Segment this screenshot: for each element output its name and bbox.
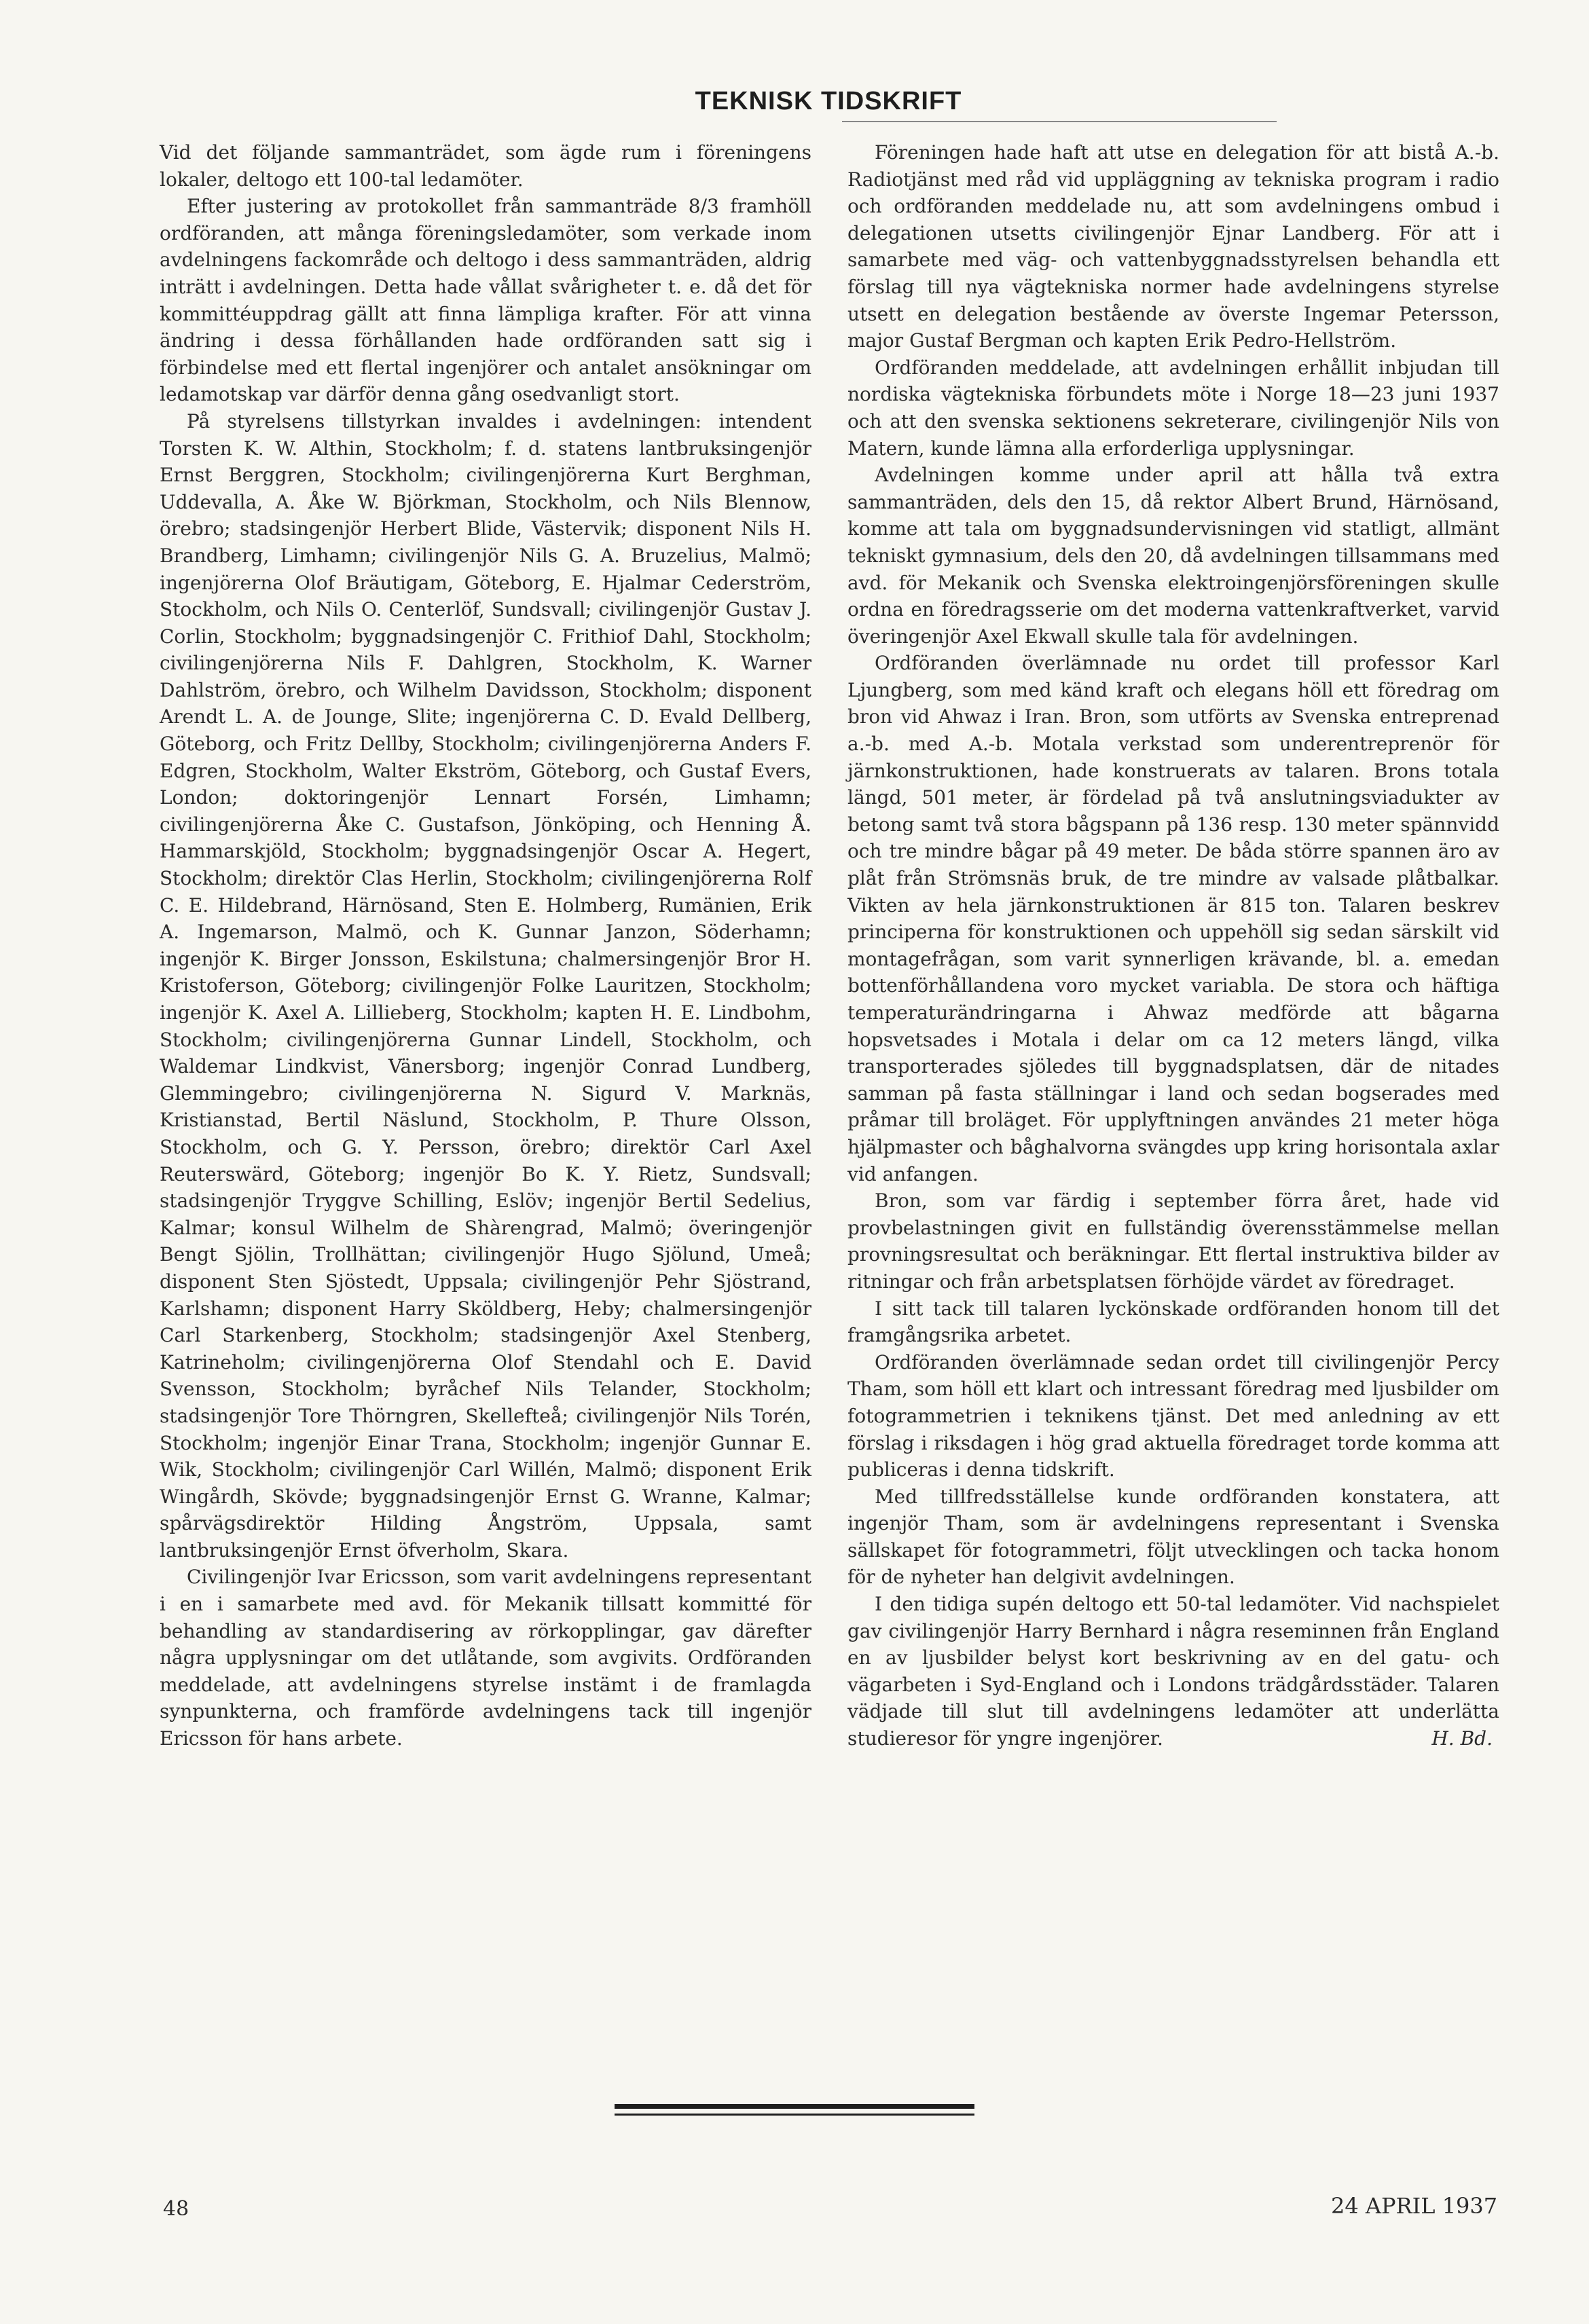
- masthead-title: TEKNISK TIDSKRIFT: [695, 87, 962, 115]
- paragraph: I sitt tack till talaren lyckönskade ordföranden honom till det framgångsrika arbetet.: [847, 1297, 1499, 1347]
- right-column: [847, 139, 1499, 1752]
- final-paragraph: [847, 1591, 1499, 1752]
- page-number: 48: [163, 2197, 189, 2221]
- paragraph: Avdelningen komme under april att hålla två extra sammanträden, dels den 15, då rektor Albert Brund, Härnösand, komme att tala om byggnadsundervisningen vid statligt, allmänt tekniskt gymnasium, dels den 20, då avdelningen tillsammans med avd. för Mekanik och Svenska elektroingenjörsföreningen skulle ordna en föredragsserie om det moderna vattenkraftverket, varvid överingenjör Axel Ekwall skulle tala för avdelningen.: [847, 464, 1499, 648]
- masthead-rule: [842, 121, 1277, 122]
- author-signature: H. Bd.: [1431, 1727, 1493, 1750]
- issue-date: 24 APRIL 1937: [1331, 2193, 1498, 2219]
- paragraph: Efter justering av protokollet från sammanträde 8/3 framhöll ordföranden, att många föreningsledamöter, som verkade inom avdelningens fackområde och deltogo i dess sammanträden, aldrig inträtt i avdelningen. Detta hade vållat svårigheter t. e. då det för kommittéuppdrag gällt att finna lämpliga krafter. För att vinna ändring i dessa förhållanden hade ordföranden satt sig i förbindelse med ett flertal ingenjörer och antalet ansökningar om ledamotskap var därför denna gång osedvanligt stort.: [160, 195, 811, 406]
- paragraph: Civilingenjör Ivar Ericsson, som varit avdelningens representant i en i samarbete med avd. för Mekanik tillsatt kommitté för behandling av standardisering av rörkopplingar, gav därefter några upplysningar om det utlåtande, som avgivits. Ordföranden meddelade, att avdelningens styrelse instämt i de framlagda synpunkterna, och framförde avdelningens tack till ingenjör Ericsson för hans arbete.: [160, 1566, 811, 1750]
- end-rule-thick: [615, 2104, 974, 2109]
- paragraph: På styrelsens tillstyrkan invaldes i avdelningen: intendent Torsten K. W. Althin, Stockholm; f. d. statens lantbruksingenjör Ernst Berggren, Stockholm; civilingenjörerna Kurt Berghman, Uddevalla, A. Åke W. Björkman, Stockholm, och Nils Blennow, örebro; stadsingenjör Herbert Blide, Västervik; disponent Nils H. Brandberg, Limhamn; civilingenjör Nils G. A. Bruzelius, Malmö; ingenjörerna Olof Bräutigam, Göteborg, E. Hjalmar Cederström, Stockholm, och Nils O. Centerlöf, Sundsvall; civilingenjör Gustav J. Corlin, Stockholm; byggnadsingenjör C. Frithiof Dahl, Stockholm; civilingenjörerna Nils F. Dahlgren, Stockholm, K. Warner Dahlström, örebro, och Wilhelm Davidsson, Stockholm; disponent Arendt L. A. de Jounge, Slite; ingenjörerna C. D. Evald Dellberg, Göteborg, och Fritz Dellby, Stockholm; civilingenjörerna Anders F. Edgren, Stockholm, Walter Ekström, Göteborg, och Gustaf Evers, London; doktoringenjör Lennart Forsén, Limhamn; civilingenjörerna Åke C. Gustafson, Jönköping, och Henning Å. Hammarskjöld, Stockholm; byggnadsingenjör Oscar A. Hegert, Stockholm; direktör Clas Herlin, Stockholm; civilingenjörerna Rolf C. E. Hildebrand, Härnösand, Sten E. Holmberg, Rumänien, Erik A. Ingemarson, Malmö, och K. Gunnar Janzon, Söderhamn; ingenjör K. Birger Jonsson, Eskilstuna; chalmersingenjör Bror H. Kristoferson, Göteborg; civilingenjör Folke Lauritzen, Stockholm; ingenjör K. Axel A. Lillieberg, Stockholm; kapten H. E. Lindbohm, Stockholm; civilingenjörerna Gunnar Lindell, Stockholm, och Waldemar Lindkvist, Vänersborg; ingenjör Conrad Lundberg, Glemmingebro; civilingenjörerna N. Sigurd V. Marknäs, Kristianstad, Bertil Näslund, Stockholm, P. Thure Olsson, Stockholm, och G. Y. Persson, örebro; direktör Carl Axel Reuterswärd, Göteborg; ingenjör Bo K. Y. Rietz, Sundsvall; stadsingenjör Tryggve Schilling, Eslöv; ingenjör Bertil Sedelius, Kalmar; konsul Wilhelm de Shàrengrad, Malmö; överingenjör Bengt Sjölin, Trollhättan; civilingenjör Hugo Sjölund, Umeå; disponent Sten Sjöstedt, Uppsala; civilingenjör Pehr Sjöstrand, Karlshamn; disponent Harry Sköldberg, Heby; chalmersingenjör Carl Starkenberg, Stockholm; stadsingenjör Axel Stenberg, Katrineholm; civilingenjörerna Olof Stendahl och E. David Svensson, Stockholm; byråchef Nils Telander, Stockholm; stadsingenjör Tore Thörngren, Skellefteå; civilingenjör Nils Torén, Stockholm; ingenjör Einar Trana, Stockholm; ingenjör Gunnar E. Wik, Stockholm; civilingenjör Carl Willén, Malmö; disponent Erik Wingårdh, Skövde; byggnadsingenjör Ernst G. Wranne, Kalmar; spårvägsdirektör Hilding Ångström, Uppsala, samt lantbruksingenjör Ernst öfverholm, Skara.: [160, 409, 811, 1562]
- paragraph: Vid det följande sammanträdet, som ägde rum i föreningens lokaler, deltogo ett 100-tal ledamöter.: [160, 141, 811, 191]
- paragraph-text: I den tidiga supén deltogo ett 50-tal ledamöter. Vid nachspielet gav civilingenjör Harry Bernhard i några reseminnen från England en av ljusbilder belyst kort beskrivning av en del gatu- och vägarbeten i Syd-England och i Londons trädgårdsstäder. Talaren vädjade till slut till avdelningens ledamöter att underlätta studieresor för yngre ingenjörer.: [847, 1593, 1499, 1750]
- paragraph: Föreningen hade haft att utse en delegation för att bistå A.-b. Radiotjänst med råd vid uppläggning av tekniska program i radio och ordföranden meddelade nu, att som avdelningens ombud i delegationen utsetts civilingenjör Ejnar Landberg. För att i samarbete med väg- och vattenbyggnadsstyrelsen behandla ett förslag till nya vägtekniska normer hade avdelningens styrelse utsett en delegation bestående av överste Ingemar Petersson, major Gustaf Bergman och kapten Erik Pedro-Hellström.: [847, 141, 1499, 352]
- end-rule-thin: [615, 2114, 974, 2116]
- left-column: [160, 139, 811, 1752]
- paragraph: Bron, som var färdig i september förra året, hade vid provbelastningen givit en fullständig överensstämmelse mellan provningsresultat och beräkningar. Ett flertal instruktiva bilder av ritningar och från arbetsplatsen förhöjde värdet av föredraget.: [847, 1189, 1499, 1293]
- paragraph: Med tillfredsställelse kunde ordföranden konstatera, att ingenjör Tham, som är avdelningens representant i Svenska sällskapet för fotogrammetri, följt utvecklingen och tacka honom för de nyheter han delgivit avdelningen.: [847, 1485, 1499, 1589]
- paragraph: Ordföranden överlämnade nu ordet till professor Karl Ljungberg, som med känd kraft och elegans höll ett föredrag om bron vid Ahwaz i Iran. Bron, som utförts av Svenska entreprenad a.-b. med A.-b. Motala verkstad som underentreprenör för järnkonstruktionen, hade konstruerats av talaren. Brons totala längd, 501 meter, är fördelad på två anslutningsviadukter av betong samt två stora bågspann på 136 resp. 130 meter spännvidd och tre mindre bågar på 49 meter. De båda större spannen äro av plåt från Strömsnäs bruk, de tre mindre av valsade plåtbalkar. Vikten av hela järnkonstruktionen är 815 ton. Talaren beskrev principerna för konstruktionen och uppehöll sig sedan särskilt vid montagefrågan, som varit synnerligen krävande, bl. a. emedan bottenförhållandena voro mycket variabla. De stora och häftiga temperaturändringarna i Ahwaz medförde att bågarna hopsvetsades i Motala i delar om ca 12 meters längd, vilka transporterades sjöledes till byggnadsplatsen, där de nitades samman på fasta ställningar i land och sedan bogserades med pråmar till broläget. För upplyftningen användes 21 meter höga hjälpmaster och båghalvorna svängdes upp kring horisontala axlar vid anfangen.: [847, 652, 1499, 1185]
- paragraph: Ordföranden överlämnade sedan ordet till civilingenjör Percy Tham, som höll ett klart och intressant föredrag med ljusbilder om fotogrammetrien i teknikens tjänst. Det med anledning av ett förslag i riksdagen i hög grad aktuella föredraget torde komma att publiceras i denna tidskrift.: [847, 1350, 1499, 1481]
- paragraph: Ordföranden meddelade, att avdelningen erhållit inbjudan till nordiska vägtekniska förbundets möte i Norge 18—23 juni 1937 och att den svenska sektionens sekreterare, civilingenjör Nils von Matern, kunde lämna alla erforderliga upplysningar.: [847, 356, 1499, 460]
